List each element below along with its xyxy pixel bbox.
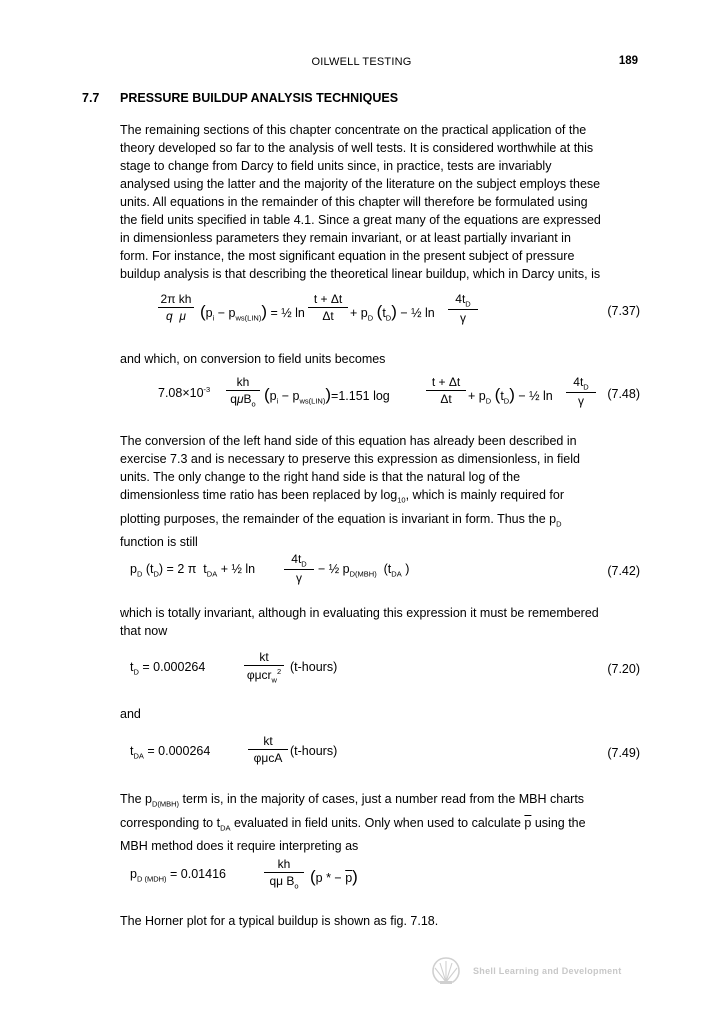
paragraph-conversion bbox=[120, 432, 640, 551]
equation-7-20: $t_D = 0.000264$ kt φμcr$_w^2$ (t-hours) (7.20) bbox=[130, 650, 640, 685]
p-bar-symbol: $\overline{p}$ bbox=[524, 815, 532, 830]
shell-logo-icon bbox=[431, 956, 461, 986]
equation-7-42: $p_D$ $(t_D) = 2$ π $t_{DA}$ + ½ ln $4t_D$ γ − ½ $p_{D(MBH)}$ ($t_{DA}$ ) (7.42) bbox=[130, 552, 640, 586]
subscript: DA bbox=[220, 823, 231, 832]
subscript: D bbox=[556, 519, 562, 528]
paragraph-mbh bbox=[120, 790, 640, 855]
section-title: PRESSURE BUILDUP ANALYSIS TECHNIQUES bbox=[120, 91, 399, 105]
text-line: The conversion of the left hand side of this equation has already been described in bbox=[120, 434, 577, 448]
text-run: plotting purposes, the remainder of the equation is invariant in form. Thus the p bbox=[120, 511, 557, 526]
fraction: $4t_D$ γ bbox=[284, 552, 314, 585]
text-line: theory developed so far to the analysis of well tests. It is considered worthwhile at this bbox=[120, 141, 594, 155]
coefficient: 7.08×10 bbox=[158, 386, 204, 401]
text-run: term is, in the majority of cases, just a number read from the MBH charts bbox=[179, 792, 585, 806]
text-line: the field units specified in table 4.1. Since a great many of the equations are expressed bbox=[120, 213, 601, 227]
fraction: $4t_D$ γ bbox=[566, 375, 596, 408]
text-line: and which, on conversion to field units becomes bbox=[120, 352, 386, 366]
equation-number: (7.37) bbox=[607, 304, 640, 318]
equation-7-49: $t_{DA} = 0.000264$ kt φμcA (t-hours) (7.49) bbox=[130, 734, 640, 765]
footer-logo bbox=[431, 956, 641, 986]
equation-number: (7.20) bbox=[607, 662, 640, 676]
text-run: , which is mainly required for bbox=[405, 488, 564, 502]
equation-number: (7.42) bbox=[607, 564, 640, 578]
equation-7-37: 2π kh q μ $(p_i - p_{ws(LIN)})$ = ½ ln t + Δt Δt + $p_D$ $(t_D)$ − ½ ln $4t_D$ γ (7.37) bbox=[120, 292, 640, 336]
paragraph-intro bbox=[120, 121, 640, 283]
footer-logo-text: Shell Learning and Development bbox=[473, 966, 622, 976]
units-label: (t-hours) bbox=[290, 660, 338, 674]
text-line: MBH method does it require interpreting as bbox=[120, 839, 359, 853]
equation-constant: = 0.000264 bbox=[142, 660, 206, 674]
text-line: function is still bbox=[120, 535, 198, 549]
text-line: The Horner plot for a typical buildup is shown as fig. 7.18. bbox=[120, 914, 439, 928]
fraction: kt φμcr$_w^2$ bbox=[244, 650, 284, 684]
text-line: analysed using the latter and the majority of the literature on the subject employs these bbox=[120, 177, 601, 191]
text-line: that now bbox=[120, 624, 168, 638]
equation-pd-mdh: $p_{D (MDH)} = 0.01416$ kh qμ $B_o$ (p * − $\overline{p}$) bbox=[130, 857, 358, 891]
subscript: D(MBH) bbox=[151, 799, 180, 809]
fraction: kh qμB$_o$ bbox=[226, 375, 260, 408]
equation-7-48: $7.08\times 10^{-3}$ kh qμB$_o$ $(p_i - p_{ws(LIN)})=1.151$ log t + Δt Δt + $p_D$ $(t_D)$ − ½ ln $4t_D$ γ (7.48) bbox=[158, 375, 640, 409]
fraction: kh qμ $B_o$ bbox=[264, 857, 304, 890]
text-run: using the bbox=[531, 815, 586, 830]
page-number: 189 bbox=[618, 55, 638, 67]
text-run: evaluated in field units. Only when used to calculate bbox=[230, 815, 525, 830]
paragraph-invariant bbox=[120, 604, 640, 640]
text-run: The p bbox=[120, 792, 152, 806]
fraction: $4t_D$ γ bbox=[448, 292, 478, 325]
paragraph-field-units bbox=[120, 350, 640, 368]
text-line bbox=[120, 814, 640, 838]
units-label: (t-hours) bbox=[290, 744, 338, 758]
paragraph-horner bbox=[120, 912, 640, 930]
equation-number: (7.49) bbox=[607, 746, 640, 760]
fraction: t + Δt Δt bbox=[308, 292, 348, 323]
text-run: corresponding to t bbox=[120, 815, 221, 830]
fraction: 2π kh q μ bbox=[158, 292, 194, 323]
log-base: 10 bbox=[397, 495, 406, 505]
text-line: which is totally invariant, although in evaluating this expression it must be remembered bbox=[120, 606, 599, 620]
text-line: stage to change from Darcy to field units since, in practice, tests are invariably bbox=[120, 159, 552, 173]
text-line: exercise 7.3 and is necessary to preserve this expression as dimensionless, in field bbox=[120, 452, 580, 466]
text-line bbox=[120, 486, 640, 510]
text-line: The remaining sections of this chapter concentrate on the practical application of the bbox=[120, 123, 587, 137]
text-run: dimensionless time ratio has been replaced by log bbox=[120, 488, 398, 502]
text-line: units. The only change to the right hand side is that the natural log of the bbox=[120, 470, 521, 484]
text-line: buildup analysis is that describing the theoretical linear buildup, which in Darcy units, is bbox=[120, 267, 601, 281]
text-line bbox=[120, 510, 640, 534]
equation-constant: = 0.000264 bbox=[147, 744, 211, 758]
equation-constant: = 0.01416 bbox=[170, 867, 226, 881]
text-line: form. For instance, the most significant equation in the present subject of pressure bbox=[120, 249, 575, 263]
text-line bbox=[120, 790, 640, 814]
fraction: t + Δt Δt bbox=[426, 375, 466, 406]
running-header-title: OILWELL TESTING bbox=[311, 56, 412, 68]
equation-number: (7.48) bbox=[607, 387, 640, 401]
section-number: 7.7 bbox=[82, 91, 100, 105]
fraction: kt φμcA bbox=[248, 734, 288, 765]
coefficient-exponent: -3 bbox=[203, 385, 211, 394]
text-line: units. All equations in the remainder of this chapter will therefore be formulated using bbox=[120, 195, 588, 209]
text-line: in dimensionless parameters they remain invariant, or at least partially invariant in bbox=[120, 231, 571, 245]
log-coefficient: =1.151 log bbox=[331, 389, 390, 403]
connector-text: and bbox=[120, 707, 141, 721]
